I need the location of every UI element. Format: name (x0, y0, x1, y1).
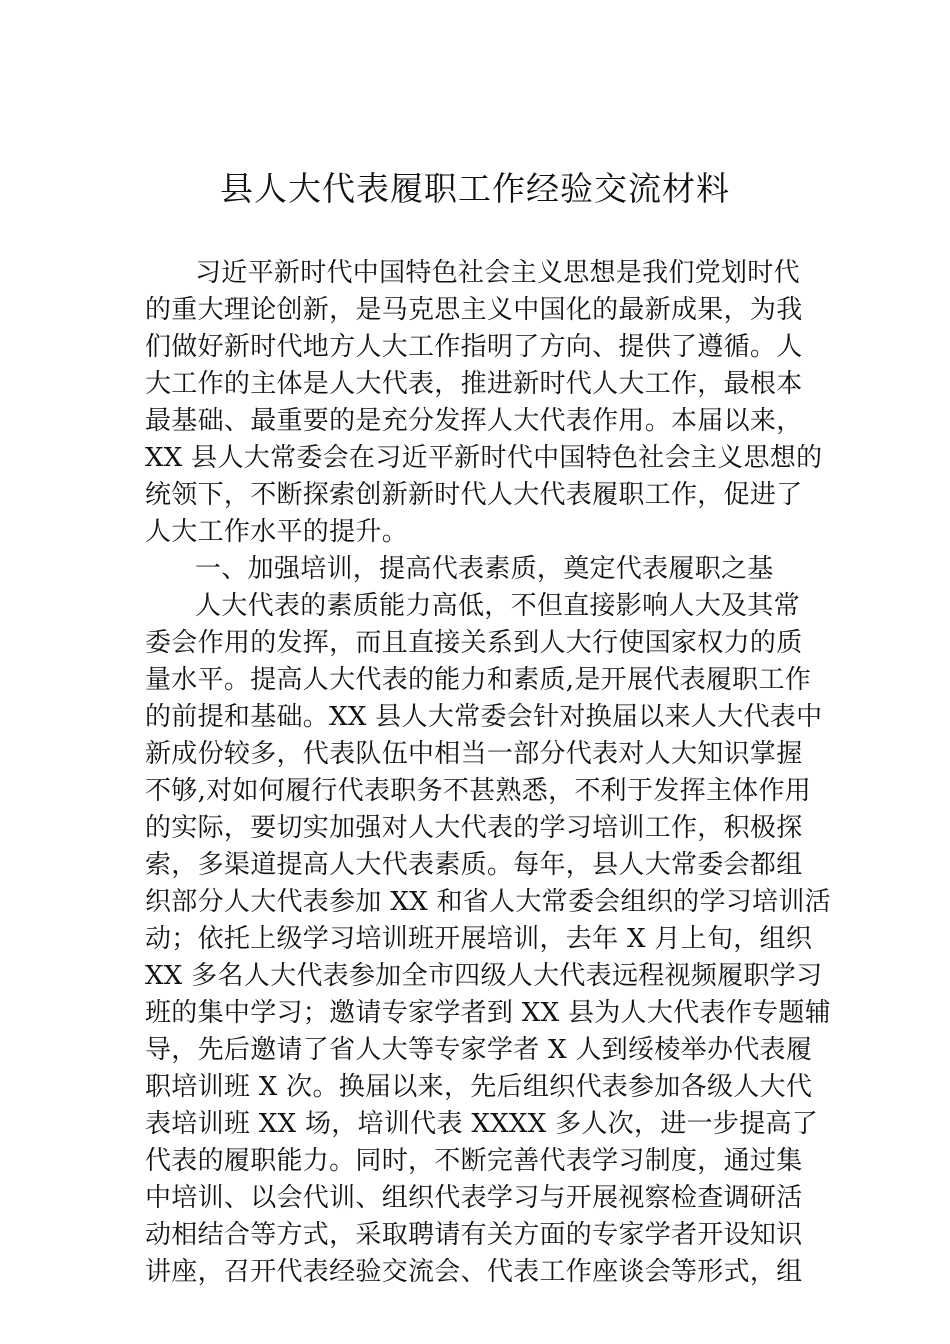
body-text-line: 统领下，不断探索创新新时代人大代表履职工作，促进了 (145, 480, 803, 510)
body-text-line: 新成份较多，代表队伍中相当一部分代表对人大知识掌握 (145, 739, 803, 769)
body-text-line: 人大代表的素质能力高低，不但直接影响人大及其常 (195, 591, 800, 621)
body-text-line: 讲座，召开代表经验交流会、代表工作座谈会等形式，组 (145, 1257, 803, 1287)
body-text-line: 最基础、最重要的是充分发挥人大代表作用。本届以来， (145, 406, 803, 436)
body-text-line: 习近平新时代中国特色社会主义思想是我们党划时代 (195, 258, 800, 288)
body-text-line: 大工作的主体是人大代表，推进新时代人大工作，最根本 (145, 369, 803, 399)
body-text-line: 职培训班 X 次。换届以来，先后组织代表参加各级人大代 (145, 1072, 813, 1102)
body-text-line: 不够,对如何履行代表职务不甚熟悉，不利于发挥主体作用 (145, 776, 812, 806)
body-text-line: 的重大理论创新，是马克思主义中国化的最新成果，为我 (145, 295, 803, 325)
body-text-line: 人大工作水平的提升。 (145, 517, 409, 547)
body-text-line: 量水平。提高人大代表的能力和素质,是开展代表履职工作 (145, 665, 812, 695)
body-text-line: 的实际，要切实加强对人大代表的学习培训工作，积极探 (145, 813, 803, 843)
body-text-line: XX 多名人大代表参加全市四级人大代表远程视频履职学习 (145, 961, 823, 991)
body-text-line: 们做好新时代地方人大工作指明了方向、提供了遵循。人 (145, 332, 803, 362)
body-text-line: 动；依托上级学习培训班开展培训，去年 X 月上旬，组织 (145, 924, 813, 954)
body-text-line: 的前提和基础。XX 县人大常委会针对换届以来人大代表中 (145, 702, 823, 732)
body-text-line: 索，多渠道提高人大代表素质。每年，县人大常委会都组 (145, 850, 803, 880)
body-text-line: XX 县人大常委会在习近平新时代中国特色社会主义思想的 (145, 443, 823, 473)
body-text-line: 中培训、以会代训、组织代表学习与开展视察检查调研活 (145, 1183, 803, 1213)
body-text-line: 织部分人大代表参加 XX 和省人大常委会组织的学习培训活 (145, 887, 831, 917)
body-text-line: 表培训班 XX 场，培训代表 XXXX 多人次，进一步提高了 (145, 1109, 819, 1139)
body-text-line: 一、加强培训，提高代表素质，奠定代表履职之基 (195, 554, 774, 584)
body-text-line: 代表的履职能力。同时，不断完善代表学习制度，通过集 (145, 1146, 803, 1176)
document-body (145, 255, 831, 1291)
body-text-line: 导，先后邀请了省人大等专家学者 X 人到绥棱举办代表履 (145, 1035, 813, 1065)
body-text-line: 委会作用的发挥，而且直接关系到人大行使国家权力的质 (145, 628, 803, 658)
body-text-line: 班的集中学习；邀请专家学者到 XX 县为人大代表作专题辅 (145, 998, 831, 1028)
document-title: 县人大代表履职工作经验交流材料 (220, 169, 730, 208)
body-text-line: 动相结合等方式，采取聘请有关方面的专家学者开设知识 (145, 1220, 803, 1250)
